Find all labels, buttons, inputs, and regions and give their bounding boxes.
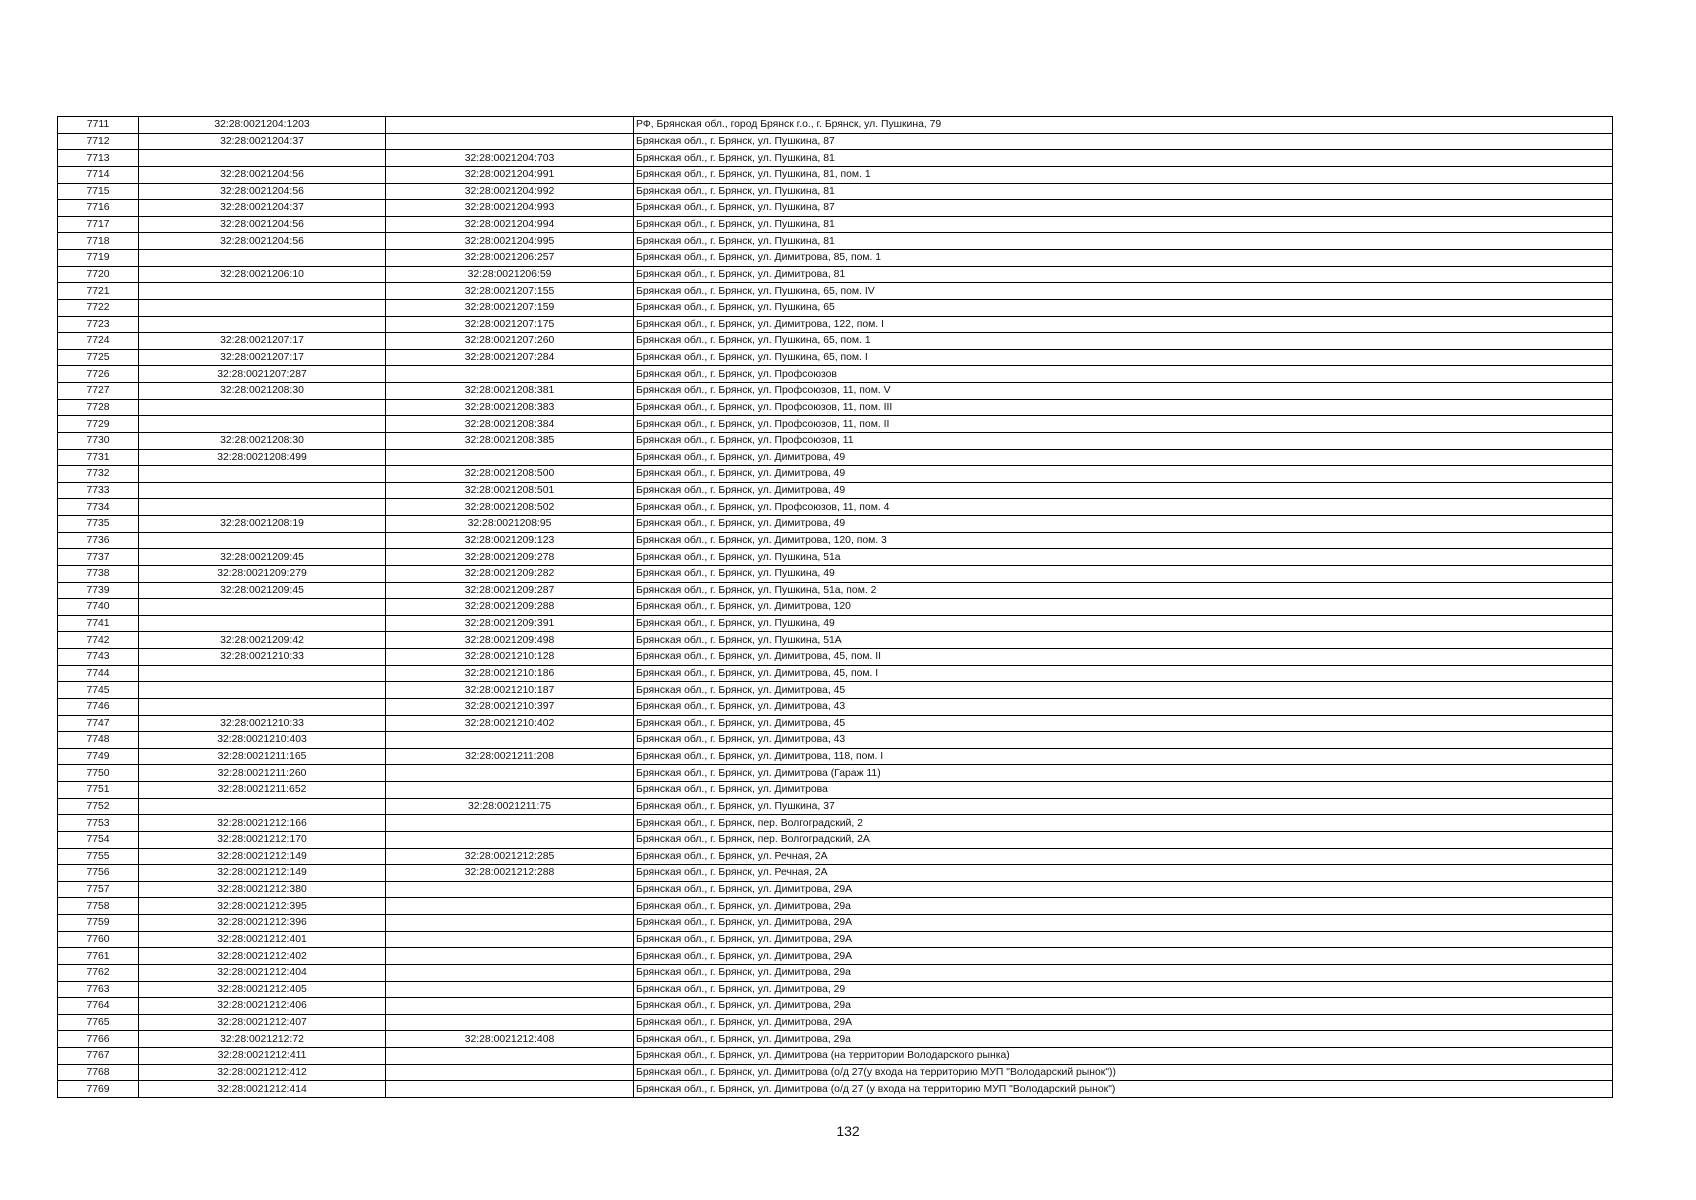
address-cell: Брянская обл., г. Брянск, ул. Пушкина, 49: [634, 615, 1613, 632]
address-cell: Брянская обл., г. Брянск, ул. Димитрова, 29А: [634, 1014, 1613, 1031]
land-cadastral-number-cell: 32:28:0021210:403: [139, 732, 386, 749]
table-row: [58, 166, 1613, 183]
row-number-cell: 7720: [58, 266, 139, 283]
land-cadastral-number-cell: 32:28:0021208:19: [139, 516, 386, 533]
address-cell: Брянская обл., г. Брянск, ул. Пушкина, 81, пом. 1: [634, 166, 1613, 183]
address-cell: Брянская обл., г. Брянск, ул. Димитрова, 81: [634, 266, 1613, 283]
address-cell: Брянская обл., г. Брянск, ул. Димитрова, 29А: [634, 915, 1613, 932]
object-cadastral-number-cell: [386, 449, 634, 466]
row-number-cell: 7722: [58, 299, 139, 316]
object-cadastral-number-cell: 32:28:0021204:993: [386, 200, 634, 217]
row-number-cell: 7748: [58, 732, 139, 749]
land-cadastral-number-cell: 32:28:0021211:652: [139, 782, 386, 799]
row-number-cell: 7759: [58, 915, 139, 932]
object-cadastral-number-cell: [386, 831, 634, 848]
row-number-cell: 7711: [58, 117, 139, 134]
land-cadastral-number-cell: 32:28:0021207:17: [139, 333, 386, 350]
row-number-cell: 7743: [58, 649, 139, 666]
row-number-cell: 7734: [58, 499, 139, 516]
address-cell: Брянская обл., г. Брянск, ул. Пушкина, 87: [634, 133, 1613, 150]
land-cadastral-number-cell: 32:28:0021209:45: [139, 549, 386, 566]
address-cell: Брянская обл., г. Брянск, ул. Речная, 2А: [634, 865, 1613, 882]
land-cadastral-number-cell: [139, 150, 386, 167]
address-cell: Брянская обл., г. Брянск, ул. Димитрова, 29А: [634, 931, 1613, 948]
object-cadastral-number-cell: 32:28:0021208:501: [386, 482, 634, 499]
row-number-cell: 7742: [58, 632, 139, 649]
land-cadastral-number-cell: 32:28:0021208:30: [139, 432, 386, 449]
land-cadastral-number-cell: [139, 532, 386, 549]
table-row: [58, 499, 1613, 516]
table-row: [58, 432, 1613, 449]
row-number-cell: 7756: [58, 865, 139, 882]
object-cadastral-number-cell: [386, 1048, 634, 1065]
table-row: [58, 349, 1613, 366]
object-cadastral-number-cell: [386, 366, 634, 383]
land-cadastral-number-cell: 32:28:0021207:287: [139, 366, 386, 383]
address-cell: Брянская обл., г. Брянск, ул. Димитрова, 43: [634, 732, 1613, 749]
land-cadastral-number-cell: [139, 482, 386, 499]
land-cadastral-number-cell: 32:28:0021204:56: [139, 233, 386, 250]
row-number-cell: 7755: [58, 848, 139, 865]
object-cadastral-number-cell: 32:28:0021204:995: [386, 233, 634, 250]
row-number-cell: 7727: [58, 383, 139, 400]
object-cadastral-number-cell: 32:28:0021208:502: [386, 499, 634, 516]
table-row: [58, 848, 1613, 865]
object-cadastral-number-cell: 32:28:0021209:123: [386, 532, 634, 549]
land-cadastral-number-cell: 32:28:0021209:279: [139, 565, 386, 582]
address-cell: Брянская обл., г. Брянск, ул. Пушкина, 49: [634, 565, 1613, 582]
row-number-cell: 7768: [58, 1064, 139, 1081]
table-row: [58, 299, 1613, 316]
land-cadastral-number-cell: [139, 316, 386, 333]
row-number-cell: 7719: [58, 250, 139, 267]
table-row: [58, 1014, 1613, 1031]
object-cadastral-number-cell: [386, 732, 634, 749]
table-row: [58, 383, 1613, 400]
row-number-cell: 7750: [58, 765, 139, 782]
row-number-cell: 7762: [58, 964, 139, 981]
land-cadastral-number-cell: [139, 399, 386, 416]
table-row: [58, 250, 1613, 267]
address-cell: Брянская обл., г. Брянск, ул. Димитрова (Гараж 11): [634, 765, 1613, 782]
registry-table: [57, 116, 1613, 1098]
object-cadastral-number-cell: [386, 998, 634, 1015]
address-cell: Брянская обл., г. Брянск, ул. Димитрова, 45, пом. I: [634, 665, 1613, 682]
land-cadastral-number-cell: 32:28:0021204:56: [139, 166, 386, 183]
object-cadastral-number-cell: [386, 915, 634, 932]
table-row: [58, 333, 1613, 350]
address-cell: Брянская обл., г. Брянск, ул. Пушкина, 65, пом. IV: [634, 283, 1613, 300]
row-number-cell: 7728: [58, 399, 139, 416]
row-number-cell: 7751: [58, 782, 139, 799]
address-cell: Брянская обл., г. Брянск, ул. Димитрова, 29а: [634, 998, 1613, 1015]
land-cadastral-number-cell: 32:28:0021212:401: [139, 931, 386, 948]
table-row: [58, 1081, 1613, 1098]
row-number-cell: 7729: [58, 416, 139, 433]
land-cadastral-number-cell: [139, 466, 386, 483]
object-cadastral-number-cell: 32:28:0021208:95: [386, 516, 634, 533]
table-row: [58, 732, 1613, 749]
page-number: 132: [836, 1123, 860, 1139]
table-row: [58, 964, 1613, 981]
land-cadastral-number-cell: 32:28:0021209:45: [139, 582, 386, 599]
table-row: [58, 981, 1613, 998]
table-row: [58, 782, 1613, 799]
address-cell: Брянская обл., г. Брянск, ул. Димитрова, 29а: [634, 964, 1613, 981]
table-row: [58, 516, 1613, 533]
land-cadastral-number-cell: 32:28:0021212:149: [139, 848, 386, 865]
object-cadastral-number-cell: [386, 133, 634, 150]
row-number-cell: 7723: [58, 316, 139, 333]
row-number-cell: 7745: [58, 682, 139, 699]
table-row: [58, 798, 1613, 815]
object-cadastral-number-cell: 32:28:0021211:75: [386, 798, 634, 815]
object-cadastral-number-cell: 32:28:0021208:383: [386, 399, 634, 416]
table-row: [58, 665, 1613, 682]
table-row: [58, 881, 1613, 898]
row-number-cell: 7735: [58, 516, 139, 533]
land-cadastral-number-cell: 32:28:0021206:10: [139, 266, 386, 283]
land-cadastral-number-cell: 32:28:0021212:396: [139, 915, 386, 932]
row-number-cell: 7726: [58, 366, 139, 383]
land-cadastral-number-cell: [139, 599, 386, 616]
address-cell: Брянская обл., г. Брянск, ул. Профсоюзов, 11, пом. V: [634, 383, 1613, 400]
land-cadastral-number-cell: [139, 283, 386, 300]
address-cell: Брянская обл., г. Брянск, ул. Димитрова, 49: [634, 466, 1613, 483]
object-cadastral-number-cell: [386, 1064, 634, 1081]
land-cadastral-number-cell: 32:28:0021211:165: [139, 748, 386, 765]
object-cadastral-number-cell: 32:28:0021209:282: [386, 565, 634, 582]
land-cadastral-number-cell: 32:28:0021212:404: [139, 964, 386, 981]
row-number-cell: 7712: [58, 133, 139, 150]
row-number-cell: 7717: [58, 216, 139, 233]
object-cadastral-number-cell: [386, 815, 634, 832]
object-cadastral-number-cell: [386, 881, 634, 898]
object-cadastral-number-cell: 32:28:0021210:186: [386, 665, 634, 682]
row-number-cell: 7757: [58, 881, 139, 898]
row-number-cell: 7725: [58, 349, 139, 366]
address-cell: Брянская обл., г. Брянск, ул. Димитрова, 118, пом. I: [634, 748, 1613, 765]
table-row: [58, 915, 1613, 932]
row-number-cell: 7740: [58, 599, 139, 616]
object-cadastral-number-cell: 32:28:0021208:384: [386, 416, 634, 433]
address-cell: Брянская обл., г. Брянск, ул. Димитрова, 43: [634, 698, 1613, 715]
land-cadastral-number-cell: 32:28:0021212:72: [139, 1031, 386, 1048]
object-cadastral-number-cell: [386, 1081, 634, 1098]
row-number-cell: 7765: [58, 1014, 139, 1031]
row-number-cell: 7749: [58, 748, 139, 765]
address-cell: Брянская обл., г. Брянск, ул. Димитрова (на территории Володарского рынка): [634, 1048, 1613, 1065]
land-cadastral-number-cell: [139, 416, 386, 433]
address-cell: Брянская обл., г. Брянск, ул. Димитрова, 49: [634, 482, 1613, 499]
object-cadastral-number-cell: 32:28:0021212:408: [386, 1031, 634, 1048]
object-cadastral-number-cell: [386, 898, 634, 915]
object-cadastral-number-cell: 32:28:0021210:402: [386, 715, 634, 732]
object-cadastral-number-cell: 32:28:0021207:155: [386, 283, 634, 300]
table-row: [58, 565, 1613, 582]
object-cadastral-number-cell: 32:28:0021204:992: [386, 183, 634, 200]
table-row: [58, 948, 1613, 965]
address-cell: Брянская обл., г. Брянск, ул. Димитрова, 29А: [634, 881, 1613, 898]
table-row: [58, 765, 1613, 782]
object-cadastral-number-cell: 32:28:0021207:159: [386, 299, 634, 316]
address-cell: РФ, Брянская обл., город Брянск г.о., г. Брянск, ул. Пушкина, 79: [634, 117, 1613, 134]
address-cell: Брянская обл., г. Брянск, ул. Пушкина, 81: [634, 216, 1613, 233]
address-cell: Брянская обл., г. Брянск, ул. Димитрова: [634, 782, 1613, 799]
table-row: [58, 865, 1613, 882]
land-cadastral-number-cell: 32:28:0021212:170: [139, 831, 386, 848]
row-number-cell: 7753: [58, 815, 139, 832]
land-cadastral-number-cell: 32:28:0021204:56: [139, 216, 386, 233]
address-cell: Брянская обл., г. Брянск, ул. Профсоюзов: [634, 366, 1613, 383]
land-cadastral-number-cell: 32:28:0021212:405: [139, 981, 386, 998]
address-cell: Брянская обл., г. Брянск, ул. Пушкина, 65: [634, 299, 1613, 316]
address-cell: Брянская обл., г. Брянск, ул. Димитрова, 29А: [634, 948, 1613, 965]
address-cell: Брянская обл., г. Брянск, пер. Волгоградский, 2А: [634, 831, 1613, 848]
table-row: [58, 416, 1613, 433]
address-cell: Брянская обл., г. Брянск, ул. Димитрова, 29а: [634, 1031, 1613, 1048]
table-row: [58, 1048, 1613, 1065]
address-cell: Брянская обл., г. Брянск, ул. Речная, 2А: [634, 848, 1613, 865]
land-cadastral-number-cell: 32:28:0021212:406: [139, 998, 386, 1015]
address-cell: Брянская обл., г. Брянск, ул. Профсоюзов, 11: [634, 432, 1613, 449]
row-number-cell: 7733: [58, 482, 139, 499]
object-cadastral-number-cell: [386, 931, 634, 948]
row-number-cell: 7737: [58, 549, 139, 566]
address-cell: Брянская обл., г. Брянск, ул. Пушкина, 51а: [634, 549, 1613, 566]
land-cadastral-number-cell: 32:28:0021212:402: [139, 948, 386, 965]
land-cadastral-number-cell: [139, 250, 386, 267]
land-cadastral-number-cell: 32:28:0021212:149: [139, 865, 386, 882]
object-cadastral-number-cell: 32:28:0021206:257: [386, 250, 634, 267]
table-row: [58, 599, 1613, 616]
land-cadastral-number-cell: 32:28:0021209:42: [139, 632, 386, 649]
object-cadastral-number-cell: 32:28:0021208:500: [386, 466, 634, 483]
table-row: [58, 715, 1613, 732]
table-row: [58, 266, 1613, 283]
object-cadastral-number-cell: [386, 782, 634, 799]
address-cell: Брянская обл., г. Брянск, ул. Димитрова, 122, пом. I: [634, 316, 1613, 333]
table-row: [58, 1031, 1613, 1048]
row-number-cell: 7718: [58, 233, 139, 250]
table-row: [58, 748, 1613, 765]
object-cadastral-number-cell: 32:28:0021207:260: [386, 333, 634, 350]
land-cadastral-number-cell: 32:28:0021204:37: [139, 133, 386, 150]
table-row: [58, 233, 1613, 250]
address-cell: Брянская обл., г. Брянск, ул. Пушкина, 51а, пом. 2: [634, 582, 1613, 599]
table-row: [58, 698, 1613, 715]
row-number-cell: 7736: [58, 532, 139, 549]
row-number-cell: 7760: [58, 931, 139, 948]
row-number-cell: 7769: [58, 1081, 139, 1098]
row-number-cell: 7731: [58, 449, 139, 466]
land-cadastral-number-cell: 32:28:0021212:412: [139, 1064, 386, 1081]
land-cadastral-number-cell: [139, 299, 386, 316]
object-cadastral-number-cell: [386, 948, 634, 965]
address-cell: Брянская обл., г. Брянск, ул. Димитрова, 120: [634, 599, 1613, 616]
address-cell: Брянская обл., г. Брянск, ул. Димитрова (о/д 27(у входа на территорию МУП "Володарский рынок")): [634, 1064, 1613, 1081]
land-cadastral-number-cell: 32:28:0021204:1203: [139, 117, 386, 134]
registry-table-body: [58, 117, 1613, 1098]
address-cell: Брянская обл., г. Брянск, ул. Димитрова, 45: [634, 682, 1613, 699]
object-cadastral-number-cell: 32:28:0021210:397: [386, 698, 634, 715]
object-cadastral-number-cell: [386, 117, 634, 134]
land-cadastral-number-cell: 32:28:0021212:411: [139, 1048, 386, 1065]
row-number-cell: 7767: [58, 1048, 139, 1065]
address-cell: Брянская обл., г. Брянск, ул. Пушкина, 51А: [634, 632, 1613, 649]
land-cadastral-number-cell: 32:28:0021212:414: [139, 1081, 386, 1098]
object-cadastral-number-cell: [386, 981, 634, 998]
row-number-cell: 7758: [58, 898, 139, 915]
object-cadastral-number-cell: 32:28:0021211:208: [386, 748, 634, 765]
land-cadastral-number-cell: [139, 665, 386, 682]
address-cell: Брянская обл., г. Брянск, ул. Димитрова, 120, пом. 3: [634, 532, 1613, 549]
address-cell: Брянская обл., г. Брянск, ул. Профсоюзов, 11, пом. III: [634, 399, 1613, 416]
land-cadastral-number-cell: 32:28:0021204:56: [139, 183, 386, 200]
object-cadastral-number-cell: 32:28:0021207:284: [386, 349, 634, 366]
row-number-cell: 7716: [58, 200, 139, 217]
table-row: [58, 549, 1613, 566]
table-row: [58, 133, 1613, 150]
object-cadastral-number-cell: 32:28:0021212:285: [386, 848, 634, 865]
row-number-cell: 7715: [58, 183, 139, 200]
object-cadastral-number-cell: [386, 765, 634, 782]
address-cell: Брянская обл., г. Брянск, ул. Пушкина, 81: [634, 150, 1613, 167]
row-number-cell: 7766: [58, 1031, 139, 1048]
row-number-cell: 7764: [58, 998, 139, 1015]
object-cadastral-number-cell: 32:28:0021209:278: [386, 549, 634, 566]
object-cadastral-number-cell: 32:28:0021208:381: [386, 383, 634, 400]
object-cadastral-number-cell: 32:28:0021210:128: [386, 649, 634, 666]
address-cell: Брянская обл., г. Брянск, ул. Пушкина, 65, пом. 1: [634, 333, 1613, 350]
row-number-cell: 7713: [58, 150, 139, 167]
address-cell: Брянская обл., г. Брянск, ул. Димитрова, 85, пом. 1: [634, 250, 1613, 267]
address-cell: Брянская обл., г. Брянск, ул. Пушкина, 81: [634, 183, 1613, 200]
land-cadastral-number-cell: 32:28:0021208:499: [139, 449, 386, 466]
land-cadastral-number-cell: [139, 499, 386, 516]
land-cadastral-number-cell: [139, 798, 386, 815]
land-cadastral-number-cell: [139, 615, 386, 632]
table-row: [58, 1064, 1613, 1081]
row-number-cell: 7752: [58, 798, 139, 815]
object-cadastral-number-cell: 32:28:0021206:59: [386, 266, 634, 283]
land-cadastral-number-cell: 32:28:0021212:395: [139, 898, 386, 915]
table-row: [58, 682, 1613, 699]
land-cadastral-number-cell: 32:28:0021207:17: [139, 349, 386, 366]
table-row: [58, 815, 1613, 832]
table-row: [58, 615, 1613, 632]
table-row: [58, 649, 1613, 666]
address-cell: Брянская обл., г. Брянск, ул. Димитрова (о/д 27 (у входа на территорию МУП "Володарский рынок"): [634, 1081, 1613, 1098]
row-number-cell: 7763: [58, 981, 139, 998]
object-cadastral-number-cell: 32:28:0021209:287: [386, 582, 634, 599]
table-row: [58, 532, 1613, 549]
row-number-cell: 7738: [58, 565, 139, 582]
object-cadastral-number-cell: [386, 964, 634, 981]
object-cadastral-number-cell: 32:28:0021209:391: [386, 615, 634, 632]
object-cadastral-number-cell: [386, 1014, 634, 1031]
table-row: [58, 117, 1613, 134]
address-cell: Брянская обл., г. Брянск, ул. Пушкина, 65, пом. I: [634, 349, 1613, 366]
table-row: [58, 449, 1613, 466]
land-cadastral-number-cell: 32:28:0021212:407: [139, 1014, 386, 1031]
table-row: [58, 283, 1613, 300]
row-number-cell: 7744: [58, 665, 139, 682]
land-cadastral-number-cell: 32:28:0021212:166: [139, 815, 386, 832]
address-cell: Брянская обл., г. Брянск, ул. Пушкина, 81: [634, 233, 1613, 250]
land-cadastral-number-cell: 32:28:0021210:33: [139, 649, 386, 666]
table-row: [58, 466, 1613, 483]
row-number-cell: 7739: [58, 582, 139, 599]
address-cell: Брянская обл., г. Брянск, ул. Димитрова, 29: [634, 981, 1613, 998]
table-row: [58, 316, 1613, 333]
land-cadastral-number-cell: 32:28:0021204:37: [139, 200, 386, 217]
land-cadastral-number-cell: [139, 682, 386, 699]
object-cadastral-number-cell: 32:28:0021204:994: [386, 216, 634, 233]
row-number-cell: 7761: [58, 948, 139, 965]
address-cell: Брянская обл., г. Брянск, ул. Димитрова, 45: [634, 715, 1613, 732]
address-cell: Брянская обл., г. Брянск, ул. Профсоюзов, 11, пом. 4: [634, 499, 1613, 516]
table-row: [58, 998, 1613, 1015]
object-cadastral-number-cell: 32:28:0021208:385: [386, 432, 634, 449]
object-cadastral-number-cell: 32:28:0021209:288: [386, 599, 634, 616]
row-number-cell: 7754: [58, 831, 139, 848]
land-cadastral-number-cell: 32:28:0021210:33: [139, 715, 386, 732]
object-cadastral-number-cell: 32:28:0021204:991: [386, 166, 634, 183]
table-row: [58, 183, 1613, 200]
row-number-cell: 7747: [58, 715, 139, 732]
address-cell: Брянская обл., г. Брянск, ул. Димитрова, 45, пом. II: [634, 649, 1613, 666]
row-number-cell: 7714: [58, 166, 139, 183]
address-cell: Брянская обл., г. Брянск, ул. Пушкина, 37: [634, 798, 1613, 815]
table-row: [58, 931, 1613, 948]
table-row: [58, 831, 1613, 848]
object-cadastral-number-cell: 32:28:0021204:703: [386, 150, 634, 167]
land-cadastral-number-cell: 32:28:0021208:30: [139, 383, 386, 400]
table-row: [58, 366, 1613, 383]
row-number-cell: 7721: [58, 283, 139, 300]
table-row: [58, 482, 1613, 499]
address-cell: Брянская обл., г. Брянск, ул. Димитрова, 49: [634, 516, 1613, 533]
row-number-cell: 7741: [58, 615, 139, 632]
table-row: [58, 632, 1613, 649]
row-number-cell: 7732: [58, 466, 139, 483]
row-number-cell: 7746: [58, 698, 139, 715]
object-cadastral-number-cell: 32:28:0021207:175: [386, 316, 634, 333]
table-row: [58, 582, 1613, 599]
table-row: [58, 200, 1613, 217]
object-cadastral-number-cell: 32:28:0021212:288: [386, 865, 634, 882]
object-cadastral-number-cell: 32:28:0021209:498: [386, 632, 634, 649]
land-cadastral-number-cell: 32:28:0021211:260: [139, 765, 386, 782]
address-cell: Брянская обл., г. Брянск, ул. Димитрова, 29а: [634, 898, 1613, 915]
table-row: [58, 216, 1613, 233]
land-cadastral-number-cell: [139, 698, 386, 715]
address-cell: Брянская обл., г. Брянск, ул. Димитрова, 49: [634, 449, 1613, 466]
row-number-cell: 7730: [58, 432, 139, 449]
address-cell: Брянская обл., г. Брянск, пер. Волгоградский, 2: [634, 815, 1613, 832]
table-row: [58, 399, 1613, 416]
row-number-cell: 7724: [58, 333, 139, 350]
land-cadastral-number-cell: 32:28:0021212:380: [139, 881, 386, 898]
address-cell: Брянская обл., г. Брянск, ул. Профсоюзов, 11, пом. II: [634, 416, 1613, 433]
address-cell: Брянская обл., г. Брянск, ул. Пушкина, 87: [634, 200, 1613, 217]
object-cadastral-number-cell: 32:28:0021210:187: [386, 682, 634, 699]
table-row: [58, 150, 1613, 167]
table-row: [58, 898, 1613, 915]
